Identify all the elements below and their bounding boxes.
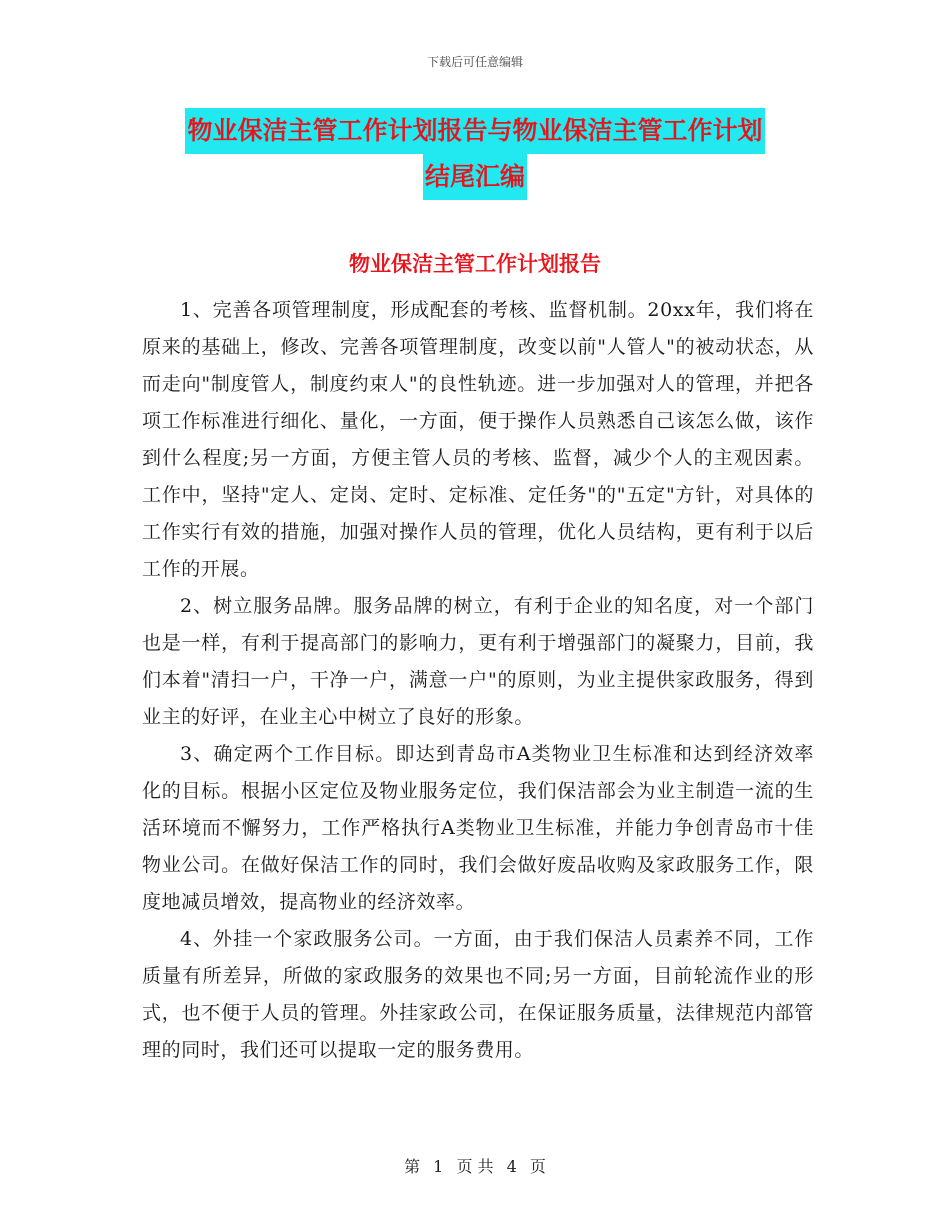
- paragraph: 4、外挂一个家政服务公司。一方面，由于我们保洁人员素养不同，工作质量有所差异，所做的家政服务的效果也不同;另一方面，目前轮流作业的形式，也不便于人员的管理。外挂家政公司，在保证服务质量，法律规范内部管理的同时，我们还可以提取一定的服务费用。: [142, 928, 814, 1061]
- paragraph: 2、树立服务品牌。服务品牌的树立，有利于企业的知名度，对一个部门也是一样，有利于提高部门的影响力，更有利于增强部门的凝聚力，目前，我们本着"清扫一户，干净一户，满意一户"的原则，为业主提供家政服务，得到业主的好评，在业主心中树立了良好的形象。: [142, 595, 814, 728]
- document-title-line-1: 物业保洁主管工作计划报告与物业保洁主管工作计划: [185, 108, 764, 154]
- document-title-line-2: 结尾汇编: [423, 154, 527, 200]
- footer-suffix: 页: [529, 1157, 546, 1176]
- footer-middle: 页 共: [456, 1157, 494, 1176]
- page-header-note: 下载后可任意编辑: [426, 55, 523, 69]
- total-page-count: 4: [506, 1157, 517, 1176]
- document-title: [0, 108, 950, 200]
- current-page-number: 1: [433, 1157, 444, 1176]
- page-footer: [0, 1154, 950, 1177]
- paragraph: 1、完善各项管理制度，形成配套的考核、监督机制。20xx年，我们将在原来的基础上，修改、完善各项管理制度，改变以前"人管人"的被动状态，从而走向"制度管人，制度约束人"的良性轨迹。进一步加强对人的管理，并把各项工作标准进行细化、量化，一方面，便于操作人员熟悉自己该怎么做，该作到什么程度;另一方面，方便主管人员的考核、监督，减少个人的主观因素。工作中，坚持"定人、定岗、定时、定标准、定任务"的"五定"方针，对具体的工作实行有效的措施，加强对操作人员的管理，优化人员结构，更有利于以后工作的开展。: [142, 299, 814, 580]
- section-heading: 物业保洁主管工作计划报告: [349, 252, 601, 276]
- footer-prefix: 第: [404, 1157, 421, 1176]
- body-text: [142, 292, 814, 1069]
- paragraph: 3、确定两个工作目标。即达到青岛市A类物业卫生标准和达到经济效率化的目标。根据小区定位及物业服务定位，我们保洁部会为业主制造一流的生活环境而不懈努力，工作严格执行A类物业卫生标准，并能力争创青岛市十佳物业公司。在做好保洁工作的同时，我们会做好废品收购及家政服务工作，限度地减员增效，提高物业的经济效率。: [142, 743, 814, 913]
